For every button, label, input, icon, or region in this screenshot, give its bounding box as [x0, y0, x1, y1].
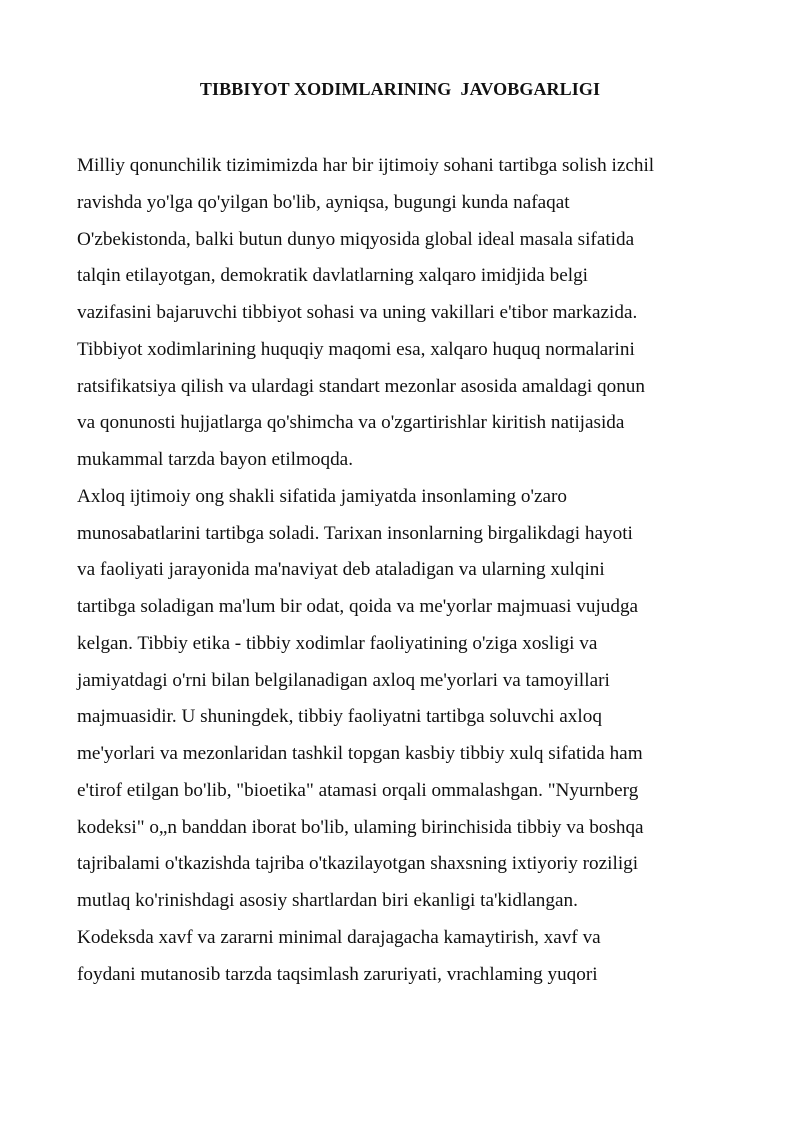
text-line: foydani mutanosib tarzda taqsimlash zaruriyati, vrachlaming yuqori [77, 963, 598, 985]
text-line: mukammal tarzda bayon etilmoqda. [77, 449, 353, 470]
text-line: Tibbiyot xodimlarining huquqiy maqomi esa, xalqaro huquq normalarini [77, 338, 635, 360]
text-line: vazifasini bajaruvchi tibbiyot sohasi va uning vakillari e'tibor markazida. [77, 302, 638, 323]
text-line: kodeksi" o„n banddan iborat bo'lib, ulaming birinchisida tibbiy va boshqa [77, 816, 644, 838]
text-line: me'yorlari va mezonlaridan tashkil topgan kasbiy tibbiy xulq sifatida ham [77, 743, 643, 764]
text-line: va qonunosti hujjatlarga qo'shimcha va o'zgartirishlar kiritish natijasida [77, 412, 625, 434]
text-line: jamiyatdagi o'rni bilan belgilanadigan axloq me'yorlari va tamoyillari [77, 669, 610, 691]
text-line: ratsifikatsiya qilish va ulardagi standart mezonlar asosida amaldagi qonun [77, 375, 645, 397]
text-line: munosabatlarini tartibga soladi. Tarixan insonlarning birgalikdagi hayoti [77, 522, 633, 544]
text-line: Axloq ijtimoiy ong shakli sifatida jamiyatda insonlaming o'zaro [77, 485, 567, 507]
text-line: e'tirof etilgan bo'lib, "bioetika" atamasi orqali ommalashgan. "Nyurnberg [77, 779, 639, 801]
text-line: Kodeksda xavf va zararni minimal darajagacha kamaytirish, xavf va [77, 926, 601, 948]
text-line: tajribalami o'tkazishda tajriba o'tkazilayotgan shaxsning ixtiyoriy roziligi [77, 853, 639, 875]
text-line: Milliy qonunchilik tizimimizda har bir ijtimoiy sohani tartibga solish izchil [77, 155, 655, 176]
text-line: ravishda yo'lga qo'yilgan bo'lib, ayniqsa, bugungi kunda nafaqat [77, 191, 570, 213]
text-line: talqin etilayotgan, demokratik davlatlarning xalqaro imidjida belgi [77, 265, 588, 287]
text-line: O'zbekistonda, balki butun dunyo miqyosida global ideal masala sifatida [77, 228, 635, 250]
document-title: TIBBIYOT XODIMLARINING JAVOBGARLIGI [199, 79, 601, 99]
text-line: kelgan. Tibbiy etika - tibbiy xodimlar faoliyatining o'ziga xosligi va [77, 632, 598, 654]
text-line: mutlaq ko'rinishdagi asosiy shartlardan biri ekanligi ta'kidlangan. [77, 890, 578, 911]
text-line: va faoliyati jarayonida ma'naviyat deb ataladigan va ularning xulqini [77, 559, 605, 581]
body-text [77, 148, 737, 993]
text-line: tartibga soladigan ma'lum bir odat, qoida va me'yorlar majmuasi vujudga [77, 596, 639, 617]
text-line: majmuasidir. U shuningdek, tibbiy faoliyatni tartibga soluvchi axloq [77, 706, 602, 728]
